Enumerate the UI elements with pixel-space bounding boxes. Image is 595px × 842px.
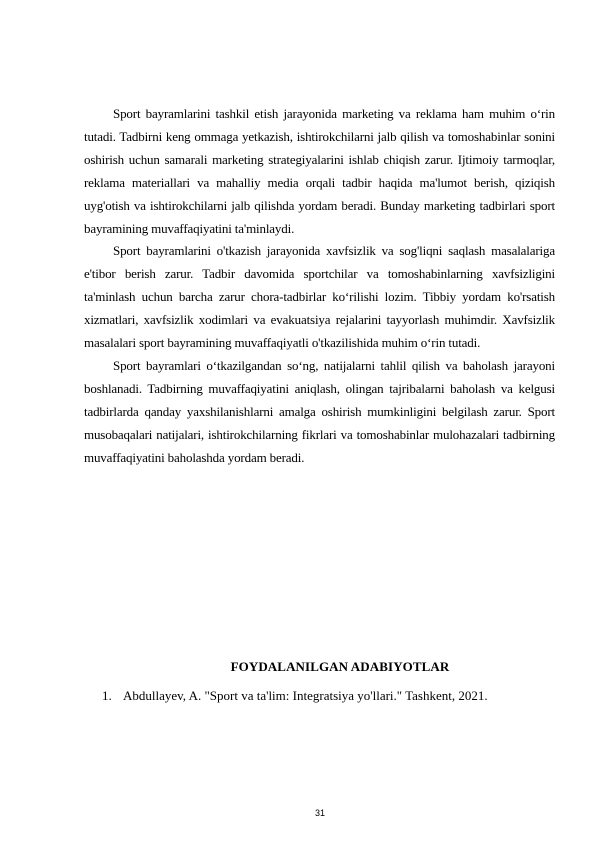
page-number: 31 — [314, 808, 325, 818]
paragraph-evaluation: Sport bayramlari o‘tkazilgandan so‘ng, natijalarni tahlil qilish va baholash jarayoni boshlanadi. Tadbirning muvaffaqiyatini aniqlash, olingan tajribalarni baholash va kelgusi tadbirlarda qanday yaxshilanishlarni amalga oshirish mumkinligini belgilash zarur. Sport musobaqalari natijalari, ishtirokchilarning fikrlari va tomoshabinlar mulohazalari tadbirning muvaffaqiyatini baholashda yordam beradi. — [84, 357, 555, 465]
references-heading: FOYDALANILGAN ADABIYOTLAR — [230, 659, 450, 674]
paragraph-marketing: Sport bayramlarini tashkil etish jarayonida marketing va reklama ham muhim o‘rin tutadi. Tadbirni keng ommaga yetkazish, ishtirokchilarni jalb qilish va tomoshabinlar sonini oshirish uchun samarali marketing strategiyalarini ishlab chiqish zarur. Ijtimoiy tarmoqlar, reklama materiallari va mahalliy media orqali tadbir haqida ma'lumot berish, qiziqish uyg'otish va ishtirokchilarni jalb qilishda yordam beradi. Bunday marketing tadbirlari sport bayramining muvaffaqiyatini ta'minlaydi. — [84, 106, 555, 236]
reference-item — [102, 686, 562, 706]
reference-text: Abdullayev, A. "Sport va ta'lim: Integratsiya yo'llari." Tashkent, 2021. — [123, 688, 488, 703]
reference-number: 1. — [102, 688, 112, 703]
body-text — [84, 103, 555, 470]
paragraph-safety: Sport bayramlarini o'tkazish jarayonida xavfsizlik va sog'liqni saqlash masalalariga e'tibor berish zarur. Tadbir davomida sportchilar va tomoshabinlarning xavfsizligini ta'minlash uchun barcha zarur chora-tadbirlar ko‘rilishi lozim. Tibbiy yordam ko'rsatish xizmatlari, xavfsizlik xodimlari va evakuatsiya rejalarini tayyorlash muhimdir. Xavfsizlik masalalari sport bayramining muvaffaqiyatli o'tkazilishida muhim o‘rin tutadi. — [84, 243, 555, 351]
